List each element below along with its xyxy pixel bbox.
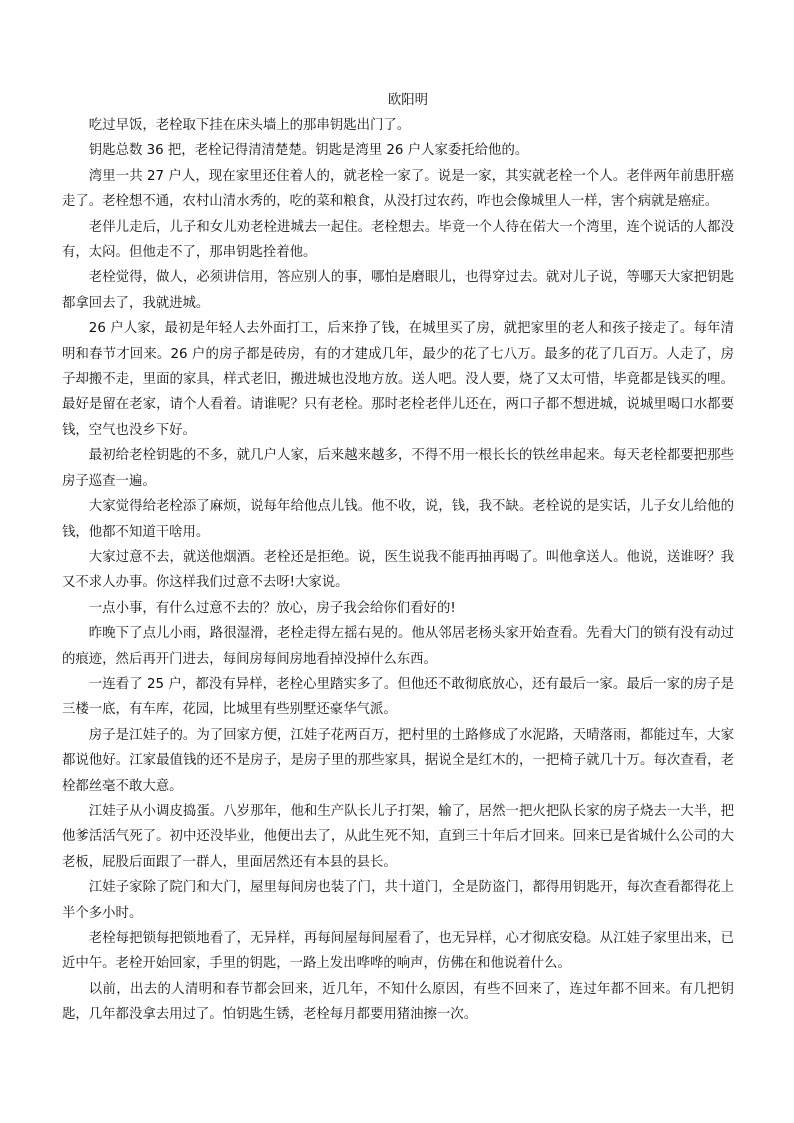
story-paragraph: 大家觉得给老栓添了麻烦，说每年给他点儿钱。他不收，说，钱，我不缺。老栓说的是实话，儿子女儿给他的钱，他都不知道干啥用。 [62, 499, 734, 540]
author-name: 欧阳明 [387, 93, 429, 108]
story-paragraph: 钥匙总数 36 把，老栓记得清清楚楚。钥匙是湾里 26 户人家委托给他的。 [88, 143, 529, 159]
story-paragraph: 26 户人家，最初是年轻人去外面打工，后来挣了钱，在城里买了房，就把家里的老人和孩子接走了。每年清明和春节才回来。26 户的房子都是砖房，有的才建成几年，最少的花了七八万。最多的花了几百万。人走了，房子却搬不走，里面的家具，样式老旧，搬进城也没地方放。送人吧。没人要，烧了又太可惜，毕竟都是钱买的哩。最好是留在老家，请个人看着。请谁呢？只有老栓。那时老栓老伴儿还在，两口子都不想进城，说城里喝口水都要钱，空气也没乡下好。 [62, 321, 734, 438]
story-paragraph: 一连看了 25 户，都没有异样，老栓心里踏实多了。但他还不敢彻底放心，还有最后一家。最后一家的房子是三楼一底，有车库，花园，比城里有些别墅还豪华气派。 [62, 676, 734, 718]
document-page [62, 88, 734, 1028]
story-paragraph: 老栓每把锁每把锁地看了，无异样，再每间屋每间屋看了，也无异样，心才彻底安稳。从江娃子家里出来，已近中午。老栓开始回家，手里的钥匙，一路上发出哗哗的响声，仿佛在和他说着什么。 [62, 931, 734, 972]
story-paragraph: 老伴儿走后，儿子和女儿劝老栓进城去一起住。老栓想去。毕竟一个人待在偌大一个湾里，连个说话的人都没有，太闷。但他走不了，那串钥匙拴着他。 [62, 219, 734, 261]
story-paragraph: 一点小事，有什么过意不去的？放心，房子我会给你们看好的! [88, 600, 456, 616]
story-paragraph: 江娃子从小调皮捣蛋。八岁那年，他和生产队长儿子打架，输了，居然一把火把队长家的房子烧去一大半，把他爹活活气死了。初中还没毕业，他便出去了，从此生死不知，直到三十年后才回来。回来已是省城什么公司的大老板，屁股后面跟了一群人，里面居然还有本县的县长。 [62, 803, 734, 870]
story-body [62, 113, 734, 1028]
story-paragraph: 以前，出去的人清明和春节都会回来，近几年，不知什么原因，有些不回来了，连过年都不回来。有几把钥匙，几年都没拿去用过了。怕钥匙生锈，老栓每月都要用猪油擦一次。 [62, 981, 734, 1023]
story-paragraph: 房子是江娃子的。为了回家方便，江娃子花两百万，把村里的土路修成了水泥路，天晴落雨，都能过车，大家都说他好。江家最值钱的还不是房子，是房子里的那些家具，据说全是红木的，一把椅子就几十万。每次查看，老栓都丝毫不敢大意。 [62, 727, 734, 794]
story-paragraph: 昨晚下了点儿小雨，路很湿滑，老栓走得左摇右晃的。他从邻居老杨头家开始查看。先看大门的锁有没有动过的痕迹，然后再开门进去，每间房每间房地看掉没掉什么东西。 [62, 626, 734, 667]
story-paragraph: 湾里一共 27 户人，现在家里还住着人的，就老栓一家了。说是一家，其实就老栓一个人。老伴两年前患肝癌走了。老栓想不通，农村山清水秀的，吃的菜和粮食，从没打过农药，咋也会像城里人一样，害个病就是癌症。 [62, 168, 734, 210]
story-paragraph: 大家过意不去，就送他烟酒。老栓还是拒绝。说，医生说我不能再抽再喝了。叫他拿送人。他说，送谁呀？我又不求人办事。你这样我们过意不去呀!大家说。 [62, 549, 734, 591]
story-paragraph: 江娃子家除了院门和大门，屋里每间房也装了门，共十道门，全是防盗门，都得用钥匙开，每次查看都得花上半个多小时。 [62, 880, 734, 921]
story-paragraph: 老栓觉得，做人，必须讲信用，答应别人的事，哪怕是磨眼儿，也得穿过去。就对儿子说，等哪天大家把钥匙都拿回去了，我就进城。 [62, 270, 734, 311]
story-paragraph: 最初给老栓钥匙的不多，就几户人家，后来越来越多，不得不用一根长长的铁丝串起来。每天老栓都要把那些房子巡查一遍。 [62, 448, 734, 489]
story-paragraph: 吃过早饭，老栓取下挂在床头墙上的那串钥匙出门了。 [88, 118, 411, 133]
